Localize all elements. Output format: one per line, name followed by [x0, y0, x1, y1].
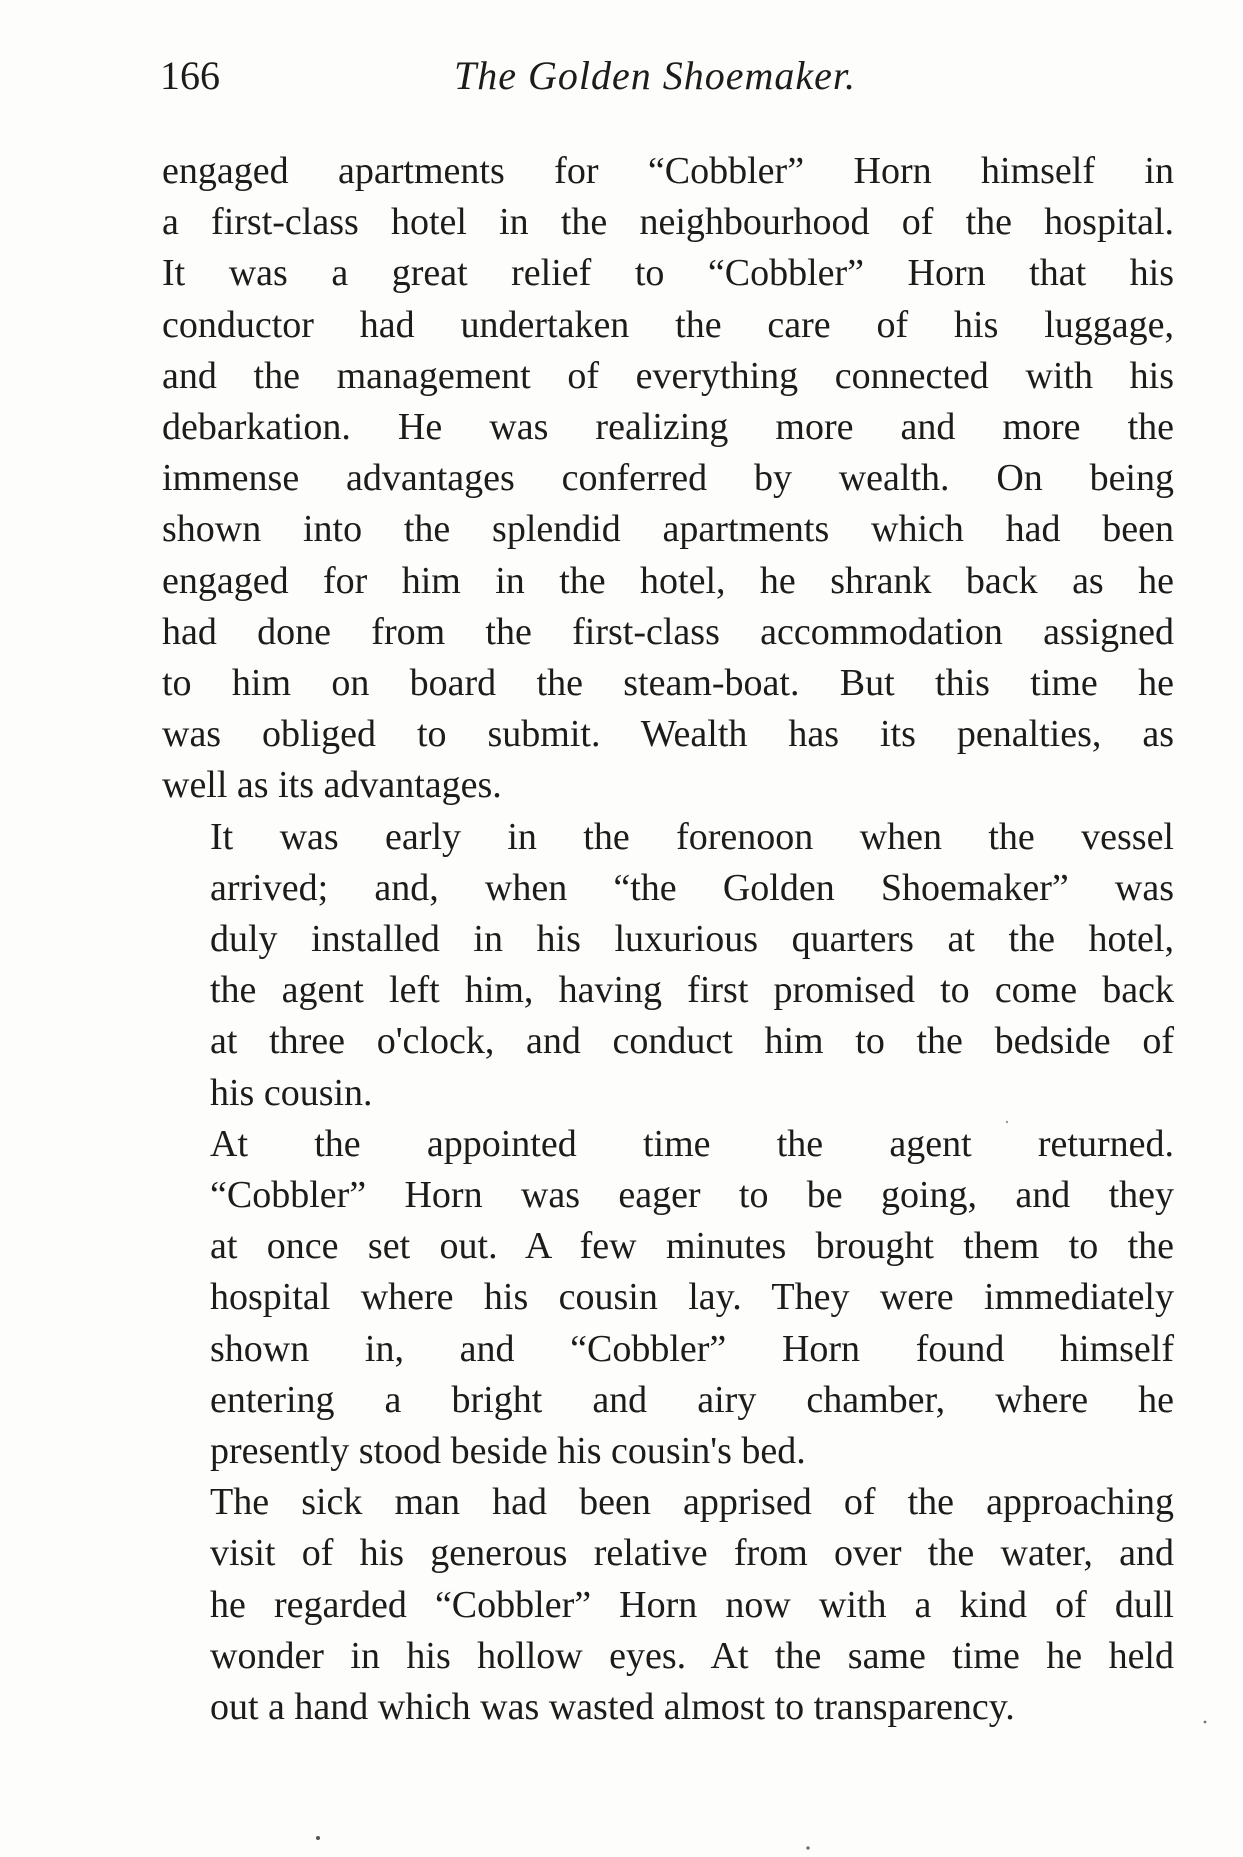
text-line: entering a bright and airy chamber, where he	[210, 1378, 1174, 1421]
page-header	[160, 48, 1150, 104]
text-line: conductor had undertaken the care of his luggage,	[162, 303, 1174, 346]
text-line: immense advantages conferred by wealth. On being	[162, 457, 1174, 500]
speck	[316, 1836, 320, 1840]
speck	[1204, 1721, 1207, 1724]
text-line: At the appointed time the agent returned.	[210, 1122, 1174, 1165]
text-line: It was a great relief to “Cobbler” Horn that his	[162, 252, 1174, 295]
text-line: shown into the splendid apartments which had been	[162, 508, 1174, 551]
paragraph	[162, 146, 1174, 812]
text-line: out a hand which was wasted almost to transparency.	[210, 1686, 1015, 1729]
text-line: at once set out. A few minutes brought them to the	[210, 1225, 1174, 1268]
page-number: 166	[160, 53, 220, 98]
text-line: was obliged to submit. Wealth has its penalties, as	[162, 713, 1174, 756]
text-line: engaged apartments for “Cobbler” Horn himself in	[162, 150, 1174, 192]
text-line: arrived; and, when “the Golden Shoemaker” was	[210, 866, 1174, 909]
text-line: a first-class hotel in the neighbourhood of the hospital.	[162, 201, 1174, 244]
text-line: his cousin.	[210, 1071, 373, 1114]
text-line: well as its advantages.	[162, 764, 502, 807]
text-line: visit of his generous relative from over the water, and	[210, 1532, 1174, 1575]
text-line: at three o'clock, and conduct him to the bedside of	[210, 1020, 1174, 1063]
body-text	[162, 146, 1174, 1733]
paragraph	[162, 812, 1174, 1119]
text-line: the agent left him, having first promised to come back	[210, 969, 1174, 1012]
text-line: presently stood beside his cousin's bed.	[210, 1430, 806, 1473]
running-title: The Golden Shoemaker.	[453, 53, 857, 98]
text-line: The sick man had been apprised of the approaching	[210, 1481, 1174, 1524]
paragraph	[162, 1477, 1174, 1733]
text-line: hospital where his cousin lay. They were immediately	[210, 1276, 1174, 1319]
text-line: he regarded “Cobbler” Horn now with a kind of dull	[210, 1583, 1174, 1626]
text-line: to him on board the steam-boat. But this time he	[162, 662, 1174, 705]
text-line: duly installed in his luxurious quarters at the hotel,	[210, 918, 1174, 961]
text-line: “Cobbler” Horn was eager to be going, and they	[210, 1174, 1174, 1217]
text-line: debarkation. He was realizing more and more the	[162, 406, 1174, 449]
paragraph	[162, 1119, 1174, 1477]
text-line: wonder in his hollow eyes. At the same time he held	[210, 1634, 1174, 1677]
speck	[806, 1846, 809, 1849]
text-line: and the management of everything connected with his	[162, 354, 1174, 397]
text-line: had done from the first-class accommodation assigned	[162, 610, 1174, 653]
text-line: engaged for him in the hotel, he shrank back as he	[162, 559, 1174, 602]
text-line: It was early in the forenoon when the vessel	[210, 815, 1174, 858]
text-line: shown in, and “Cobbler” Horn found himself	[210, 1327, 1174, 1370]
